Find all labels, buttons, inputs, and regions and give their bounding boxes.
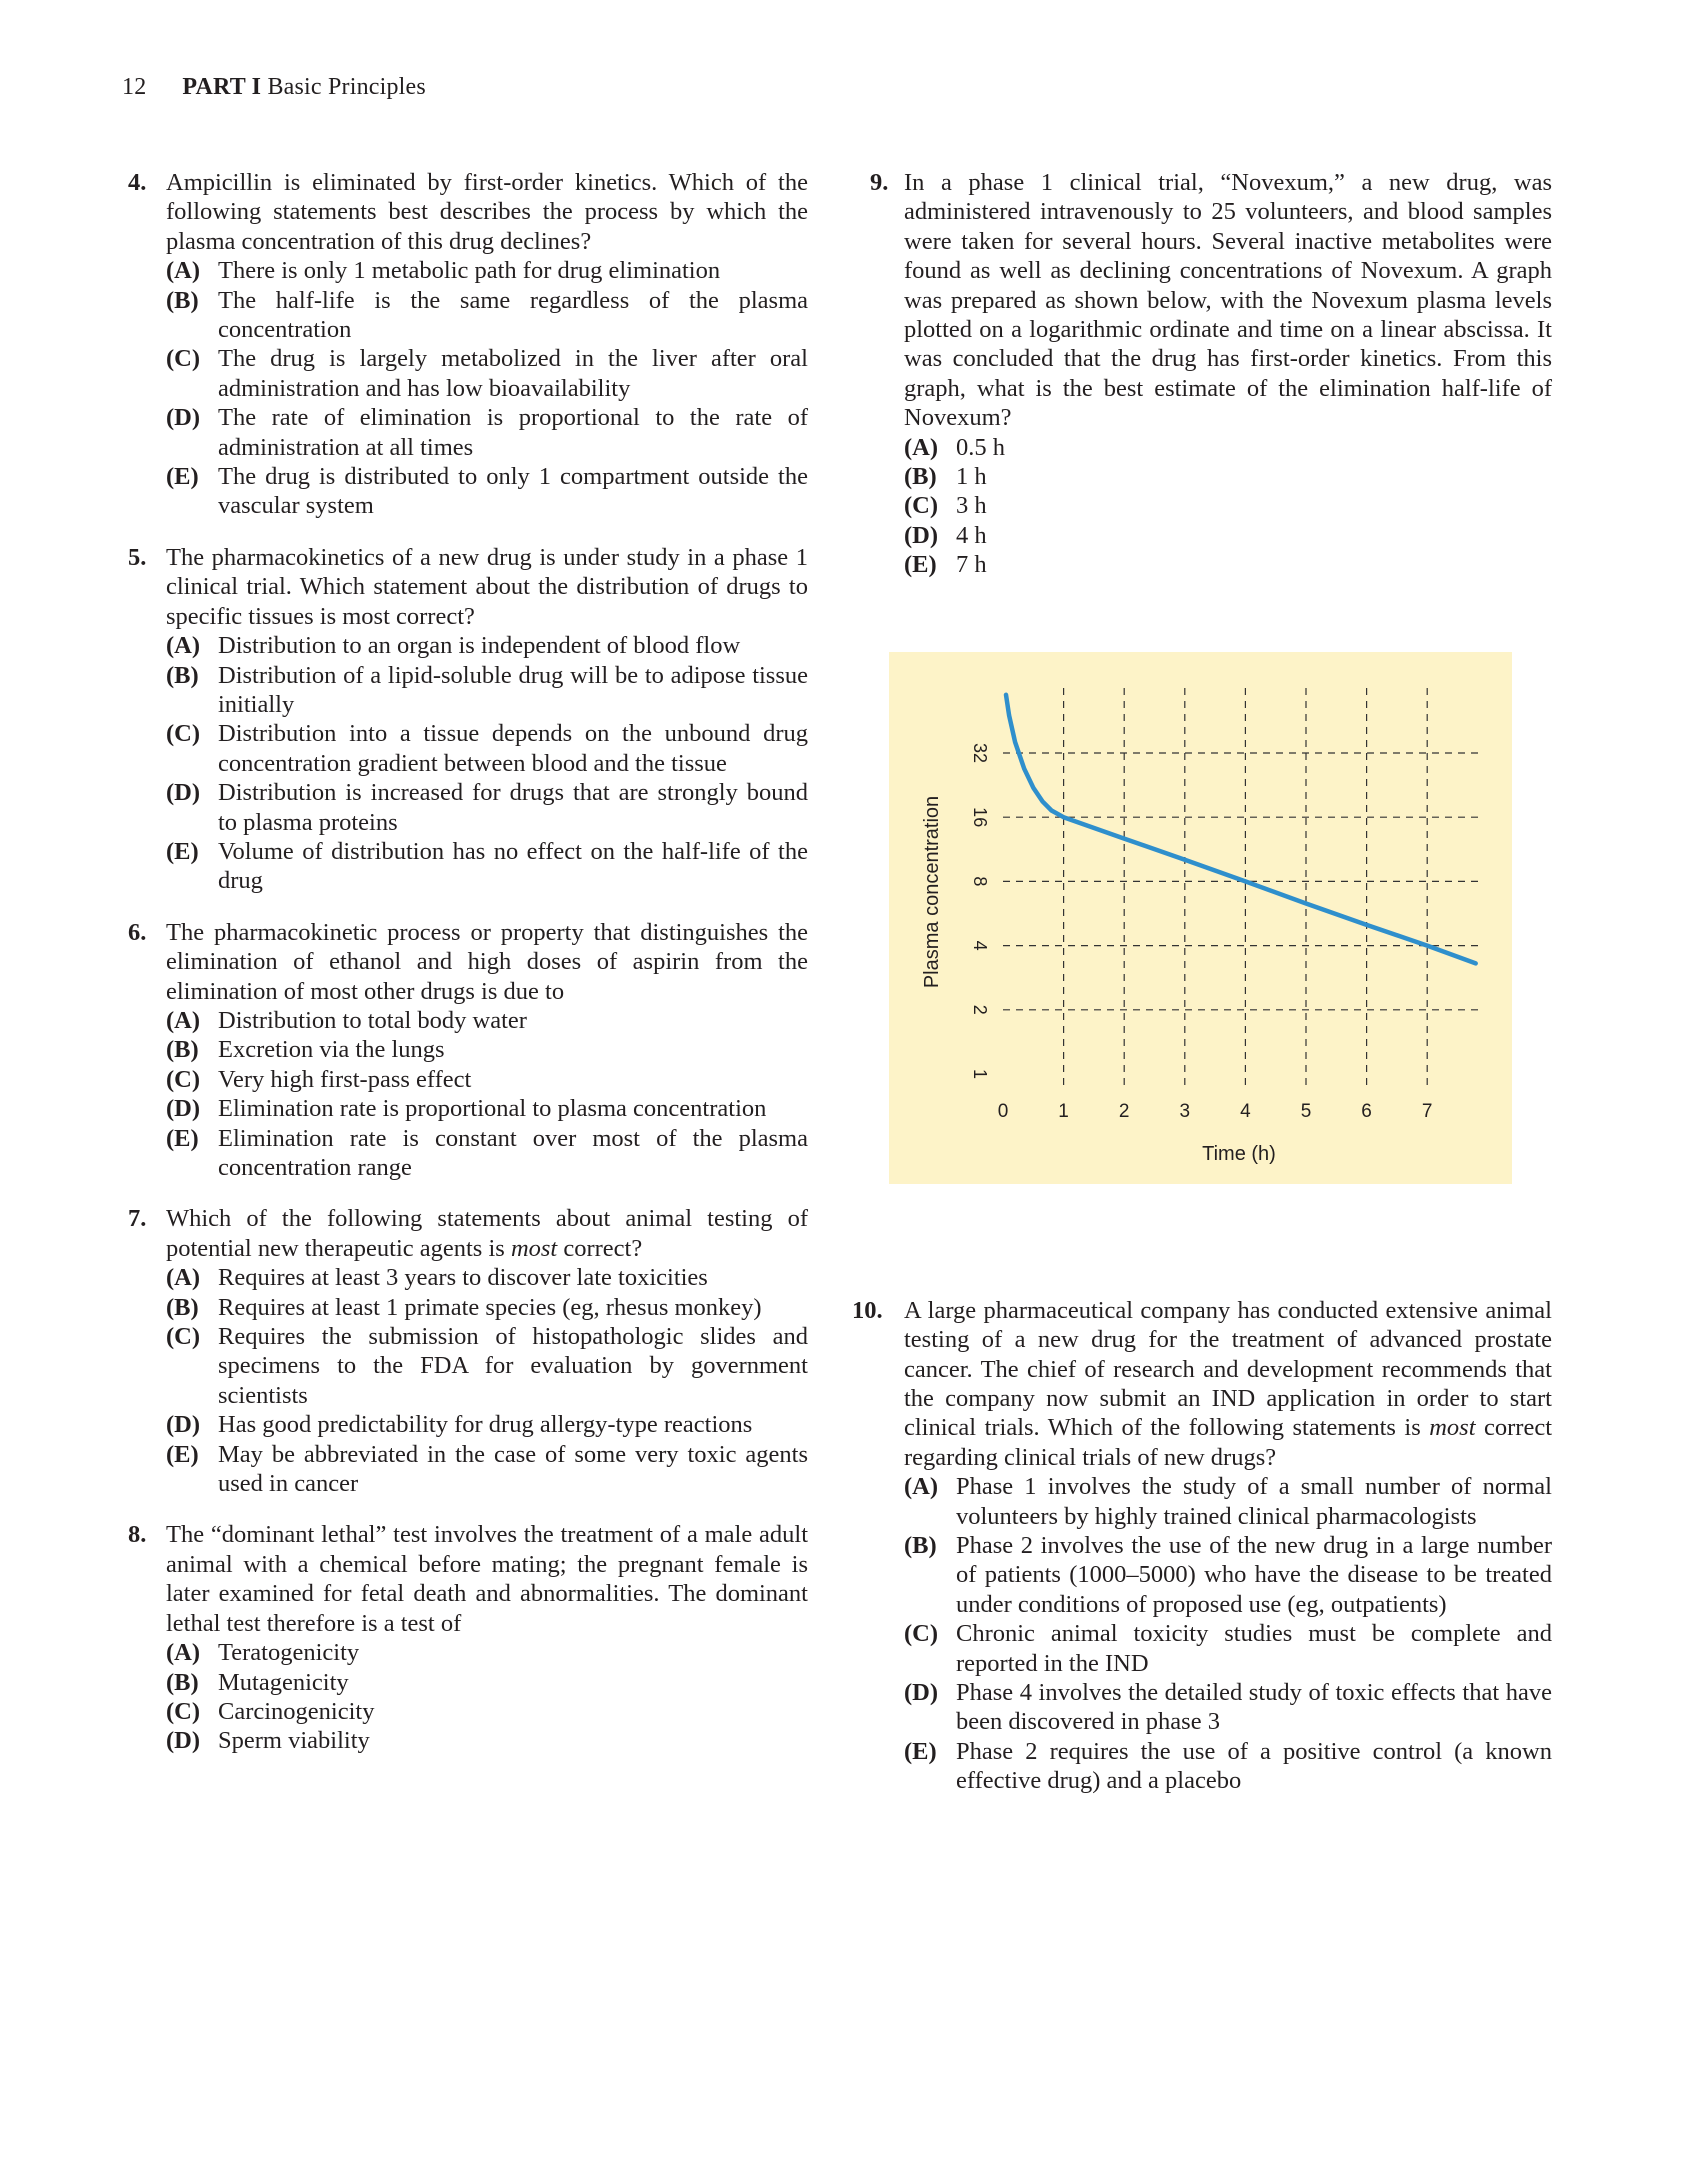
y-tick-label: 8	[970, 876, 990, 887]
option-list	[166, 1263, 808, 1498]
option-d: (D) Elimination rate is proportional to plasma concentration	[166, 1095, 767, 1123]
x-tick-label: 1	[1058, 1101, 1069, 1122]
option-list	[166, 1638, 808, 1756]
question-stem: The pharmacokinetics of a new drug is under study in a phase 1 clinical trial. Which statement about the distribution of drugs to specific tissues is most correct?	[166, 543, 808, 630]
question-number: 6.	[128, 918, 147, 946]
option-c: (C) Requires the submission of histopathologic slides and specimens to the FDA for evaluation by government scientists	[166, 1323, 808, 1409]
x-axis-title: Time (h)	[1202, 1143, 1276, 1165]
plasma-concentration-chart	[889, 652, 1512, 1184]
option-e: (E) 7 h	[904, 551, 987, 579]
option-d: (D) Has good predictability for drug allergy-type reactions	[166, 1411, 753, 1439]
option-list	[904, 1472, 1552, 1795]
question-6	[128, 918, 808, 1183]
question-number: 5.	[128, 543, 147, 571]
option-c: (C) Distribution into a tissue depends on the unbound drug concentration gradient between blood and the tissue	[166, 720, 808, 777]
option-b: (B) Mutagenicity	[166, 1668, 349, 1696]
option-list	[166, 631, 808, 896]
option-d: (D) Phase 4 involves the detailed study of toxic effects that have been discovered in phase 3	[904, 1678, 1552, 1736]
x-tick-label: 4	[1240, 1101, 1251, 1122]
page-header	[122, 74, 426, 101]
y-tick-label: 4	[970, 940, 990, 951]
option-d: (D) 4 h	[904, 521, 987, 549]
option-d: (D) The rate of elimination is proportional to the rate of administration at all times	[166, 404, 808, 461]
y-tick-label: 1	[970, 1068, 990, 1080]
option-list	[166, 1006, 808, 1182]
question-7	[128, 1204, 808, 1498]
option-list	[904, 433, 1552, 580]
option-e: (E) May be abbreviated in the case of some very toxic agents used in cancer	[166, 1440, 808, 1498]
question-stem: Ampicillin is eliminated by first-order kinetics. Which of the following statements best describes the process by which the plasma concentration of this drug declines?	[166, 169, 808, 255]
x-tick-label: 5	[1300, 1101, 1312, 1122]
option-a: (A) There is only 1 metabolic path for drug elimination	[166, 257, 721, 285]
option-e: (E) Phase 2 requires the use of a positive control (a known effective drug) and a placebo	[904, 1737, 1552, 1795]
question-number: 8.	[128, 1521, 147, 1549]
option-b: (B) Phase 2 involves the use of the new drug in a large number of patients (1000–5000) who have the disease to be treated under conditions of proposed use (eg, outpatients)	[904, 1531, 1552, 1618]
question-stem: A large pharmaceutical company has conducted extensive animal testing of a new drug for the treatment of advanced prostate cancer. The chief of research and development recommends that the company now submit an IND application in order to start clinical trials. Which of the following statements is most correct regarding clinical trials of new drugs?	[904, 1296, 1553, 1471]
x-tick-label: 6	[1361, 1101, 1372, 1122]
y-tick-label: 16	[970, 807, 990, 828]
option-b: (B) 1 h	[904, 463, 987, 491]
left-column	[128, 168, 808, 1756]
option-c: (C) 3 h	[904, 492, 987, 520]
option-a: (A) Teratogenicity	[166, 1639, 360, 1667]
question-number: 9.	[870, 169, 889, 196]
x-tick-label: 7	[1421, 1101, 1433, 1122]
option-b: (B) The half-life is the same regardless of the plasma concentration	[166, 286, 808, 344]
option-c: (C) Very high first-pass effect	[166, 1065, 472, 1093]
part-label: PART I	[182, 74, 262, 100]
question-5	[128, 543, 808, 896]
option-e: (E) Elimination rate is constant over most of the plasma concentration range	[166, 1124, 808, 1181]
y-tick-label: 2	[970, 1004, 990, 1015]
option-e: (E) The drug is distributed to only 1 compartment outside the vascular system	[166, 463, 808, 520]
option-list	[166, 256, 808, 521]
option-a: (A) Distribution to total body water	[166, 1006, 527, 1034]
option-a: (A) 0.5 h	[904, 433, 1005, 461]
question-number: 7.	[128, 1205, 147, 1233]
option-a: (A) Requires at least 3 years to discover late toxicities	[166, 1264, 708, 1292]
question-number: 10.	[852, 1296, 883, 1324]
option-d: (D) Sperm viability	[166, 1727, 370, 1755]
y-axis-title: Plasma concentration	[921, 795, 943, 989]
part-title: Basic Principles	[267, 74, 426, 100]
question-stem: The “dominant lethal” test involves the treatment of a male adult animal with a chemical before mating; the pregnant female is later examined for fetal death and abnormalities. The dominant lethal test therefore is a test of	[166, 1521, 808, 1637]
option-a: (A) Phase 1 involves the study of a small number of normal volunteers by highly trained clinical pharmacologists	[904, 1473, 1552, 1530]
option-d: (D) Distribution is increased for drugs that are strongly bound to plasma proteins	[166, 779, 808, 836]
option-c: (C) Chronic animal toxicity studies must be complete and reported in the IND	[904, 1620, 1552, 1677]
page-number: 12	[122, 74, 147, 100]
option-b: (B) Requires at least 1 primate species (eg, rhesus monkey)	[166, 1293, 762, 1321]
option-b: (B) Distribution of a lipid-soluble drug will be to adipose tissue initially	[166, 661, 808, 718]
question-stem: Which of the following statements about animal testing of potential new therapeutic agents is most correct?	[166, 1205, 808, 1262]
question-4	[128, 168, 808, 521]
option-c: (C) The drug is largely metabolized in the liver after oral administration and has low bioavailability	[166, 345, 808, 402]
option-c: (C) Carcinogenicity	[166, 1697, 375, 1725]
question-stem: The pharmacokinetic process or property that distinguishes the elimination of ethanol and high doses of aspirin from the elimination of most other drugs is due to	[166, 918, 808, 1005]
chart-svg	[889, 652, 1512, 1184]
option-b: (B) Excretion via the lungs	[166, 1036, 445, 1064]
option-a: (A) Distribution to an organ is independent of blood flow	[166, 632, 741, 660]
y-tick-label: 32	[970, 742, 990, 764]
series-line	[1006, 695, 1476, 964]
x-tick-label: 0	[997, 1101, 1009, 1122]
question-stem: In a phase 1 clinical trial, “Novexum,” a new drug, was administered intravenously to 25 volunteers, and blood samples were taken for several hours. Several inactive metabolites were found as well as declining concentrations of Novexum. A graph was prepared as shown below, with the Novexum plasma levels plotted on a logarithmic ordinate and time on a linear abscissa. It was concluded that the drug has first-order kinetics. From this graph, what is the best estimate of the elimination half-life of Novexum?	[904, 169, 1552, 432]
option-e: (E) Volume of distribution has no effect on the half-life of the drug	[166, 837, 808, 895]
x-tick-label: 2	[1118, 1101, 1130, 1122]
question-number: 4.	[128, 169, 147, 196]
question-9	[852, 168, 1552, 580]
question-8	[128, 1520, 808, 1755]
question-10	[852, 1296, 1552, 1796]
x-tick-label: 3	[1179, 1101, 1191, 1122]
